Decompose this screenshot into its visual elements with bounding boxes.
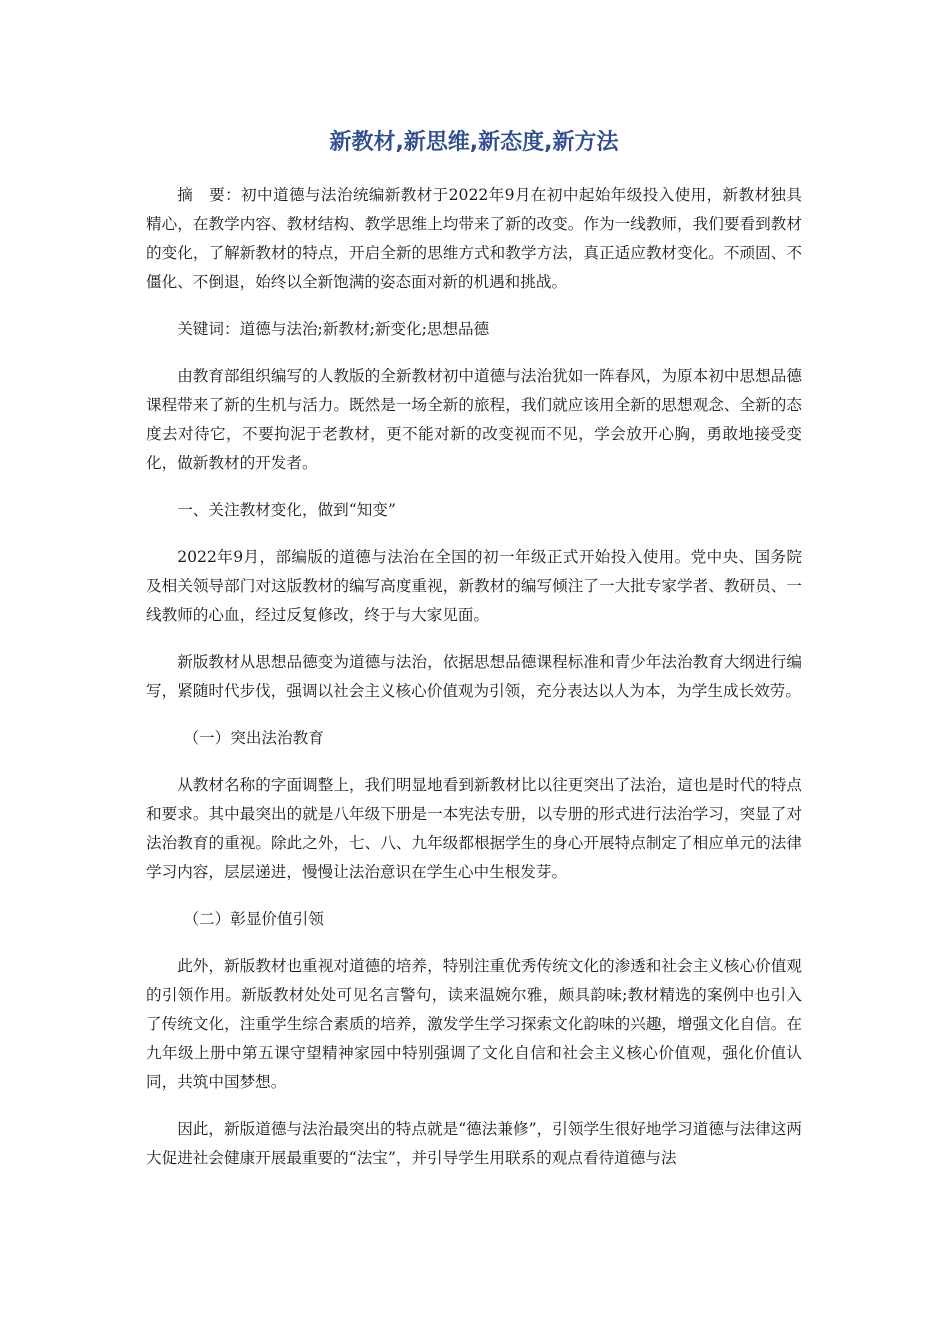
body-paragraph: 此外，新版教材也重视对道德的培养，特别注重优秀传统文化的渗透和社会主义核心价值观的引领作用。新版教材处处可见名言警句，读来温婉尔雅，颇具韵味;教材精选的案例中也引入了传统文化，注重学生综合素质的培养，激发学生学习探索文化韵味的兴趣，增强文化自信。在九年级上册中第五课守望精神家园中特别强调了文化自信和社会主义核心价值观，强化价值认同，共筑中国梦想。 [146, 956, 802, 1091]
body-paragraph: 新版教材从思想品德变为道德与法治，依据思想品德课程标准和青少年法治教育大纲进行编写，紧随时代步伐，强调以社会主义核心价值观为引领，充分表达以人为本，为学生成长效劳。 [146, 652, 802, 700]
section-heading-1: 一、关注教材变化，做到“知变” [177, 500, 396, 519]
keywords-paragraph: 关键词：道德与法治;新教材;新变化;思想品德 [177, 319, 490, 338]
abstract-paragraph: 摘 要：初中道德与法治统编新教材于2022年9月在初中起始年级投入使用，新教材独具精心，在教学内容、教材结构、教学思维上均带来了新的改变。作为一线教师，我们要看到教材的变化，了解新教材的特点，开启全新的思维方式和教学方法，真正适应教材变化。不顽固、不僵化、不倒退，始终以全新饱满的姿态面对新的机遇和挑战。 [146, 185, 802, 291]
body-paragraph: 2022年9月，部编版的道德与法治在全国的初一年级正式开始投入使用。党中央、国务院及相关领导部门对这版教材的编写高度重视，新教材的编写倾注了一大批专家学者、教研员、一线教师的心血，经过反复修改，终于与大家见面。 [146, 547, 802, 624]
body-paragraph: 从教材名称的字面调整上，我们明显地看到新教材比以往更突出了法治，這也是时代的特点和要求。其中最突出的就是八年级下册是一本宪法专册，以专册的形式进行法治学习，突显了对法治教育的重视。除此之外，七、八、九年级都根据学生的身心开展特点制定了相应单元的法律学习内容，层层递进，慢慢让法治意识在学生心中生根发芽。 [146, 775, 802, 881]
conclusion-paragraph: 因此，新版道德与法治最突出的特点就是“德法兼修”，引领学生很好地学习道德与法律这两大促进社会健康开展最重要的“法宝”，并引导学生用联系的观点看待道德与法 [146, 1119, 802, 1167]
document-page [146, 128, 802, 1191]
intro-paragraph: 由教育部组织编写的人教版的全新教材初中道德与法治犹如一阵春风，为原本初中思想品德课程带来了新的生机与活力。既然是一场全新的旅程，我们就应该用全新的思想观念、全新的态度去对待它，不要拘泥于老教材，更不能对新的改变视而不见，学会放开心胸，勇敢地接受变化，做新教材的开发者。 [146, 366, 802, 472]
subsection-heading-2: （二）彰显价值引领 [183, 909, 324, 928]
subsection-heading-1: （一）突出法治教育 [183, 728, 324, 747]
document-title: 新教材,新思维,新态度,新方法 [329, 130, 619, 155]
